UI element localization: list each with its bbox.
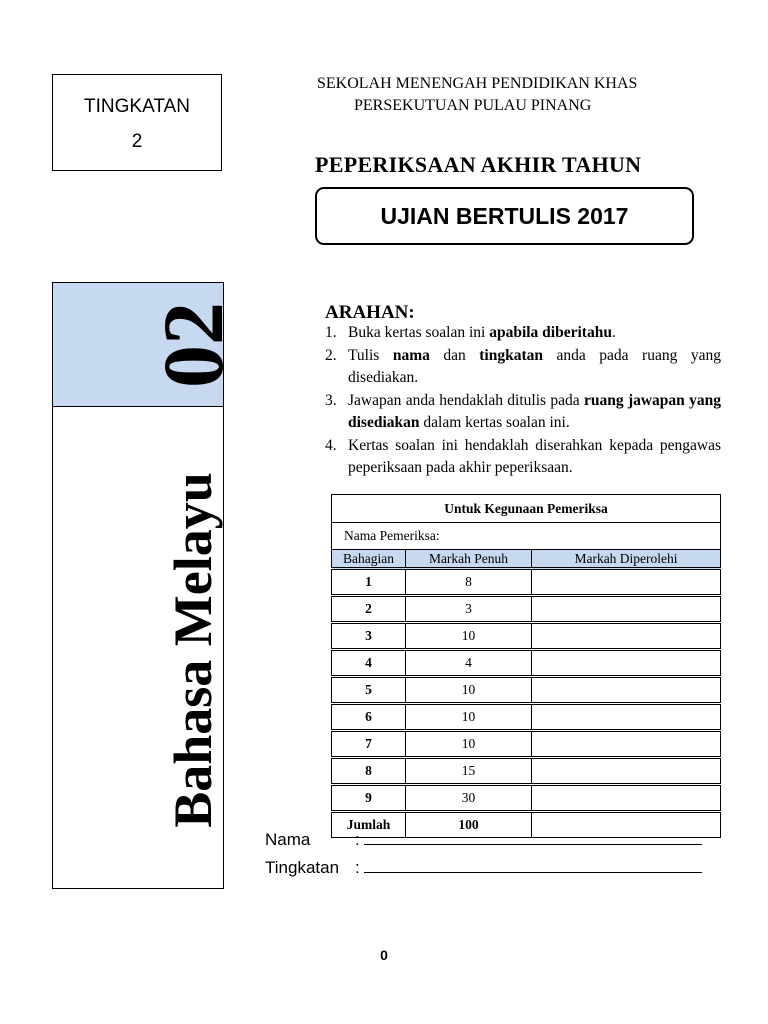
marks-table-caption: Untuk Kegunaan Pemeriksa bbox=[332, 495, 721, 523]
part-number: 1 bbox=[332, 569, 406, 596]
school-name-line1: SEKOLAH MENENGAH PENDIDIKAN KHAS bbox=[317, 75, 638, 92]
school-name-line2: PERSEKUTUAN PULAU PINANG bbox=[354, 97, 592, 114]
part-number: 3 bbox=[332, 623, 406, 650]
obtained-marks-cell[interactable] bbox=[532, 785, 721, 812]
instruction-text: . bbox=[611, 324, 616, 341]
instruction-text: Tulis bbox=[348, 346, 393, 364]
name-field bbox=[265, 830, 702, 850]
instructions-list bbox=[325, 322, 721, 480]
level-field bbox=[265, 858, 702, 878]
part-number: 7 bbox=[332, 731, 406, 758]
instruction-item bbox=[325, 390, 721, 435]
instruction-number: 4. bbox=[325, 436, 337, 454]
paper-code-area bbox=[53, 283, 241, 407]
obtained-marks-cell[interactable] bbox=[532, 731, 721, 758]
full-marks: 3 bbox=[406, 596, 532, 623]
header-obtained-marks: Markah Diperolehi bbox=[532, 550, 721, 569]
total-label: Jumlah bbox=[332, 812, 406, 838]
obtained-marks-cell[interactable] bbox=[532, 758, 721, 785]
table-row bbox=[332, 704, 721, 731]
obtained-marks-cell[interactable] bbox=[532, 677, 721, 704]
level-colon: : bbox=[355, 858, 360, 877]
level-box bbox=[52, 74, 222, 171]
instruction-emphasis: nama bbox=[392, 346, 430, 364]
name-label: Nama bbox=[265, 830, 311, 849]
instruction-number: 2. bbox=[325, 346, 337, 364]
table-row bbox=[332, 731, 721, 758]
obtained-marks-cell[interactable] bbox=[532, 623, 721, 650]
level-label: TINGKATAN bbox=[84, 96, 190, 117]
obtained-marks-cell[interactable] bbox=[532, 650, 721, 677]
instruction-text: Buka kertas soalan ini bbox=[348, 324, 490, 341]
table-row bbox=[332, 758, 721, 785]
test-label-box bbox=[315, 187, 694, 245]
instruction-text: dan bbox=[429, 346, 480, 364]
paper-subject: Bahasa Melayu bbox=[163, 472, 223, 828]
part-number: 2 bbox=[332, 596, 406, 623]
full-marks: 10 bbox=[406, 704, 532, 731]
full-marks: 4 bbox=[406, 650, 532, 677]
marks-table bbox=[331, 494, 721, 838]
table-row bbox=[332, 677, 721, 704]
part-number: 4 bbox=[332, 650, 406, 677]
instruction-number: 3. bbox=[325, 391, 337, 409]
obtained-marks-cell[interactable] bbox=[532, 569, 721, 596]
obtained-marks-cell[interactable] bbox=[532, 704, 721, 731]
examiner-name-field[interactable]: Nama Pemeriksa: bbox=[332, 523, 721, 550]
exam-title: PEPERIKSAAN AKHIR TAHUN bbox=[315, 152, 642, 177]
level-answer-line[interactable] bbox=[364, 858, 702, 873]
full-marks: 10 bbox=[406, 731, 532, 758]
instruction-item bbox=[325, 345, 721, 390]
part-number: 8 bbox=[332, 758, 406, 785]
marks-table-header bbox=[332, 550, 721, 569]
name-colon: : bbox=[355, 830, 360, 849]
instruction-emphasis: apabila diberitahu bbox=[489, 324, 612, 341]
name-answer-line[interactable] bbox=[364, 830, 702, 845]
full-marks: 10 bbox=[406, 677, 532, 704]
table-row bbox=[332, 623, 721, 650]
table-row bbox=[332, 785, 721, 812]
full-marks: 8 bbox=[406, 569, 532, 596]
part-number: 6 bbox=[332, 704, 406, 731]
full-marks: 15 bbox=[406, 758, 532, 785]
table-row bbox=[332, 569, 721, 596]
instruction-text: Kertas soalan ini hendaklah diserahkan kepada pengawas peperiksaan pada akhir peperiksaan. bbox=[348, 436, 721, 476]
obtained-marks-cell[interactable] bbox=[532, 596, 721, 623]
header-part: Bahagian bbox=[332, 550, 406, 569]
table-row bbox=[332, 650, 721, 677]
header-full-marks: Markah Penuh bbox=[406, 550, 532, 569]
instructions-title: ARAHAN: bbox=[325, 302, 415, 323]
instruction-emphasis: ruang jawapan yang disediakan bbox=[348, 391, 721, 431]
full-marks: 30 bbox=[406, 785, 532, 812]
paper-code: 02 bbox=[145, 302, 241, 388]
table-row bbox=[332, 596, 721, 623]
full-marks: 10 bbox=[406, 623, 532, 650]
instruction-text: anda pada ruang yang disediakan. bbox=[348, 346, 721, 386]
page-number: 0 bbox=[380, 947, 388, 963]
instruction-number: 1. bbox=[325, 324, 337, 341]
level-field-label: Tingkatan bbox=[265, 858, 340, 877]
part-number: 9 bbox=[332, 785, 406, 812]
level-value: 2 bbox=[131, 131, 143, 152]
instruction-text: Jawapan anda hendaklah ditulis pada bbox=[348, 391, 584, 409]
instruction-text: dalam kertas soalan ini. bbox=[419, 414, 570, 431]
part-number: 5 bbox=[332, 677, 406, 704]
instruction-emphasis: tingkatan bbox=[479, 346, 544, 364]
total-full-marks: 100 bbox=[406, 812, 532, 838]
test-label: UJIAN BERTULIS 2017 bbox=[380, 203, 629, 229]
paper-side-panel bbox=[52, 282, 241, 889]
instruction-item bbox=[325, 435, 721, 480]
instruction-item bbox=[325, 322, 721, 345]
